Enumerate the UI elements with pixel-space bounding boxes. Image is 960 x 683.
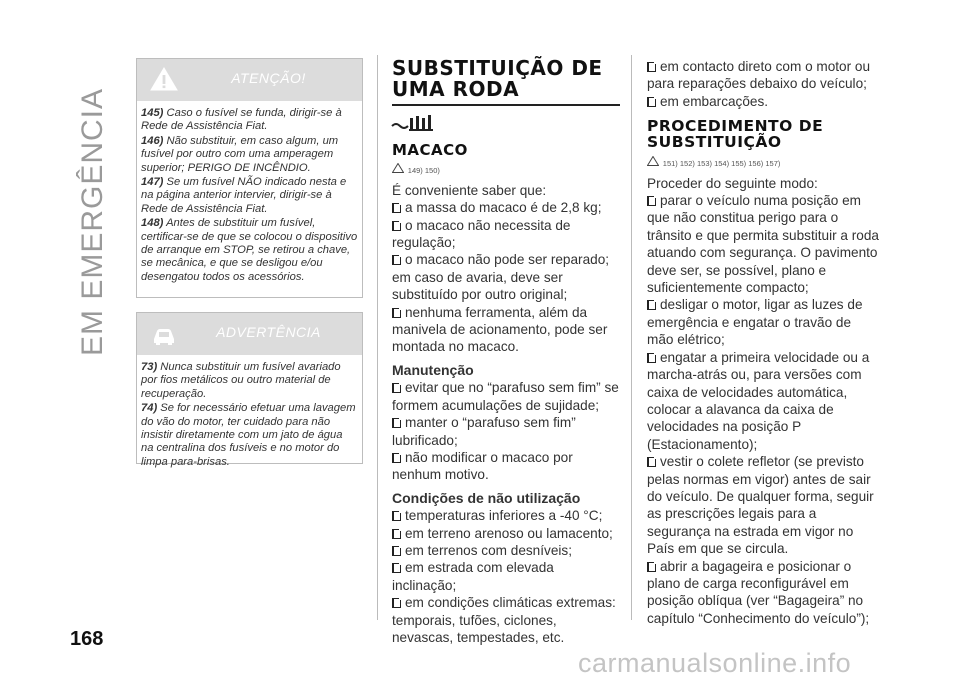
heading-rule — [392, 104, 620, 106]
section-title-text: EM EMERGÊNCIA — [76, 87, 109, 356]
note-item — [141, 217, 358, 284]
bullet-item — [647, 296, 879, 348]
advert-box-header — [137, 313, 362, 355]
bullet-text: temperaturas inferiores a -40 °C; — [405, 508, 603, 524]
bullet-text: em embarcações. — [660, 93, 769, 109]
bullet-text: parar o veículo numa posição em que não constitua perigo para o trânsito e que permita substituir a roda atuando com segurança. O pavimento deve ser, se possível, plano e suficientemente compacto; — [647, 193, 879, 296]
bullet-marker-icon — [647, 300, 656, 310]
bullet-marker-icon — [647, 97, 656, 107]
bullet-text: desligar o motor, ligar as luzes de emergência e engatar o travão de mão elétrico; — [647, 297, 863, 348]
conditions-title: Condições de não utilização — [392, 489, 581, 506]
warning-refs: 149) 150) — [407, 166, 440, 176]
bullet-marker-icon — [392, 383, 401, 393]
column-procedure — [647, 58, 879, 627]
page-number: 168 — [70, 628, 104, 650]
bullet-text: o macaco não pode ser reparado; em caso de avaria, deve ser substituído por outro original; — [392, 252, 610, 303]
bullet-item — [392, 304, 620, 356]
note-number: 148) — [141, 217, 164, 230]
note-item — [141, 176, 358, 216]
column-divider — [377, 55, 378, 620]
bullet-text: vestir o colete refletor (se previsto pelas normas em vigor) antes de sair do veículo. De qualquer forma, seguir as prescrições legais para a segurança na estrada em vigor no País em que se circula. — [647, 454, 874, 557]
bullet-marker-icon — [392, 221, 401, 231]
procedure-heading: PROCEDIMENTO DE SUBSTITUIÇÃO — [647, 117, 824, 152]
bullet-marker-icon — [392, 598, 401, 608]
note-item — [141, 361, 358, 401]
note-number: 146) — [141, 134, 164, 147]
bullet-marker-icon — [392, 563, 401, 573]
warning-box — [136, 58, 363, 298]
note-text: Antes de substituir um fusível, certificar-se de que se colocou o dispositivo de arranque em STOP, se retirou a chave, se mecânica, e que se desligou e/ou desengatou todos os acessórios. — [141, 217, 358, 283]
bullet-item — [392, 507, 620, 524]
note-number: 145) — [141, 107, 164, 119]
column-jack — [392, 58, 620, 646]
bullet-item — [392, 414, 620, 449]
advert-box-body — [137, 355, 362, 476]
watermark-text: carmanualsonline.info — [578, 648, 852, 678]
bullet-text: não modificar o macaco por nenhum motivo. — [392, 449, 573, 483]
warning-box-title: ATENÇÃO! — [231, 70, 306, 86]
conditions-list — [392, 507, 620, 646]
bullet-text: em contacto direto com o motor ou para reparações debaixo do veículo; — [647, 59, 871, 92]
bullet-item — [647, 349, 879, 453]
bullet-text: a massa do macaco é de 2,8 kg; — [405, 200, 602, 216]
intro-text: É conveniente saber que: — [392, 182, 547, 198]
warning-box-body — [137, 101, 362, 291]
bullet-item — [647, 93, 879, 110]
bullet-marker-icon — [647, 457, 656, 467]
refs-line — [647, 153, 879, 172]
note-number: 147) — [141, 176, 164, 189]
bullet-marker-icon — [647, 196, 656, 206]
advert-box — [136, 312, 363, 468]
jack-tool-icon — [390, 112, 436, 134]
bullet-item — [392, 199, 620, 216]
bullet-item — [392, 449, 620, 484]
warning-box-header — [137, 59, 362, 101]
bullet-text: em terreno arenoso ou lamacento; — [405, 525, 613, 541]
bullet-marker-icon — [392, 453, 401, 463]
bullet-marker-icon — [647, 62, 656, 72]
bullet-item — [392, 217, 620, 252]
note-item — [141, 402, 358, 469]
warning-triangle-small-icon — [392, 163, 404, 173]
bullet-item — [647, 558, 879, 628]
refs-line — [392, 160, 620, 179]
note-text: Nunca substituir um fusível avariado por fios metálicos ou outro material de recuperação. — [141, 361, 341, 400]
bullet-item — [392, 594, 620, 646]
bullet-text: nenhuma ferramenta, além da manivela de acionamento, pode ser montada no macaco. — [392, 304, 608, 355]
bullet-marker-icon — [392, 418, 401, 428]
maintenance-list — [392, 379, 620, 483]
note-number: 73) — [141, 361, 158, 373]
bullet-item — [647, 58, 879, 93]
bullet-item — [392, 559, 620, 594]
note-text: Não substituir, em caso algum, um fusível por outro com uma amperagem superior; PERIGO DE INCÊNDIO. — [141, 134, 339, 174]
bullet-item — [392, 542, 620, 559]
note-item — [141, 135, 358, 175]
bullet-text: abrir a bagageira e posicionar o plano de carga reconfigurável em posição oblíqua (ver “Bagageira” no capítulo “Conhecimento do veículo”); — [647, 558, 870, 626]
procedure-intro: Proceder do seguinte modo: — [647, 175, 818, 191]
warning-refs: 151) 152) 153) 154) 155) 156) 157) — [662, 159, 781, 169]
bullet-marker-icon — [392, 546, 401, 556]
bullet-text: manter o “parafuso sem fim” lubrificado; — [392, 415, 576, 448]
bullet-item — [392, 379, 620, 414]
bullet-text: em terrenos com desníveis; — [405, 542, 572, 558]
note-text: Se for necessário efetuar uma lavagem do vão do motor, ter cuidado para não insistir diretamente com um jato de água na centralina dos fusíveis e no motor do limpa para-brisas. — [141, 402, 356, 468]
bullet-item — [392, 251, 620, 303]
conditions-list-continued — [647, 58, 879, 110]
bullet-item — [647, 453, 879, 557]
bullet-text: em estrada com elevada inclinação; — [392, 560, 554, 593]
bullet-text: engatar a primeira velocidade ou a marcha-atrás ou, para versões com caixa de velocidades automática, colocar a alavanca da caixa de velocidades na posição P (Estacionamento); — [647, 349, 870, 452]
bullet-text: o macaco não necessita de regulação; — [392, 217, 571, 251]
bullet-item — [647, 192, 879, 296]
jack-facts-list — [392, 199, 620, 356]
section-heading-wheel-change: SUBSTITUIÇÃO DE UMA RODA — [392, 56, 603, 101]
warning-triangle-small-icon — [647, 156, 659, 166]
bullet-marker-icon — [392, 255, 401, 265]
bullet-marker-icon — [647, 562, 656, 572]
bullet-marker-icon — [392, 529, 401, 539]
note-number: 74) — [141, 402, 158, 415]
bullet-marker-icon — [392, 308, 401, 318]
note-text: Se um fusível NÃO indicado nesta e na página anterior intervier, dirigir-se à Rede de Assistência Fiat. — [141, 176, 347, 215]
bullet-text: em condições climáticas extremas: temporais, tufões, ciclones, nevascas, tempestades, etc. — [392, 595, 616, 645]
bullet-marker-icon — [392, 203, 401, 213]
note-item — [141, 107, 358, 134]
subheading-jack: MACACO — [392, 141, 468, 160]
section-side-title — [62, 36, 114, 366]
maintenance-title: Manutenção — [392, 361, 474, 378]
bullet-text: evitar que no “parafuso sem fim” se formem acumulações de sujidade; — [392, 380, 619, 413]
note-text: Caso o fusível se funda, dirigir-se à Rede de Assistência Fiat. — [141, 107, 342, 133]
advert-box-title: ADVERTÊNCIA — [216, 324, 321, 340]
bullet-marker-icon — [392, 511, 401, 521]
bullet-marker-icon — [647, 353, 656, 363]
column-divider — [631, 55, 632, 620]
procedure-steps-list — [647, 192, 879, 627]
bullet-item — [392, 525, 620, 542]
